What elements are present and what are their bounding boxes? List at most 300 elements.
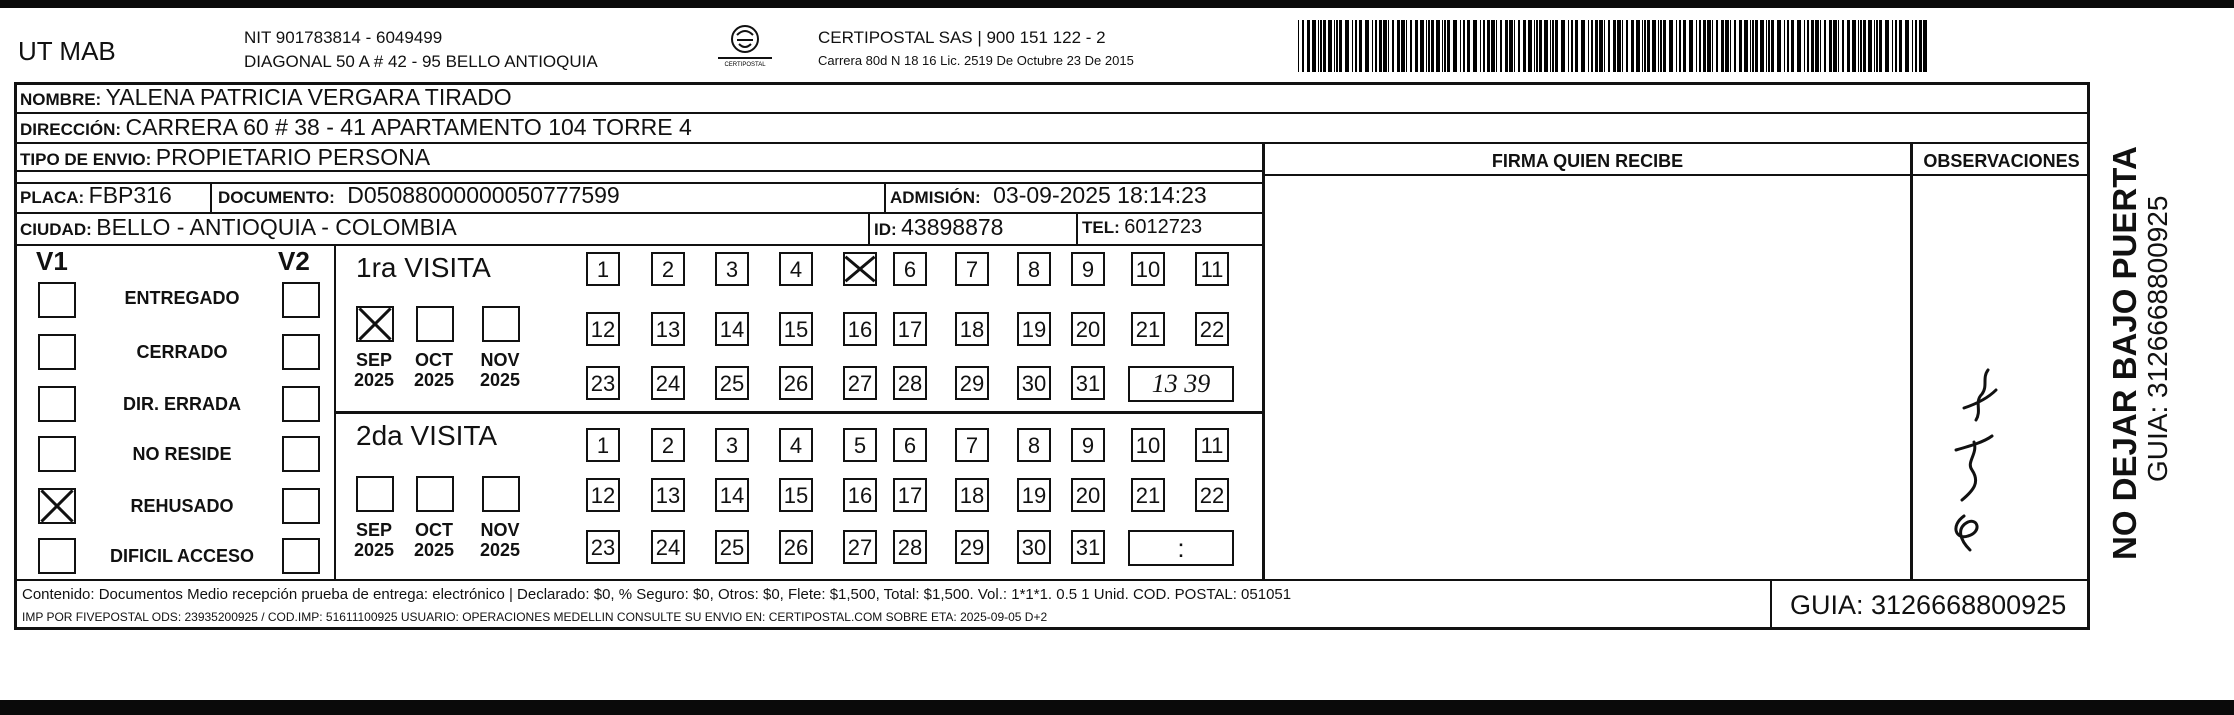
barcode-bar xyxy=(1555,20,1558,72)
barcode-bar xyxy=(1604,20,1605,72)
type-row xyxy=(20,144,430,171)
barcode-bar xyxy=(1791,20,1794,72)
day-box[interactable]: 4 xyxy=(779,252,813,286)
year-label: 2025 xyxy=(353,540,395,560)
day-box[interactable]: 23 xyxy=(586,366,620,400)
barcode-bar xyxy=(1375,20,1377,72)
day-box[interactable]: 16 xyxy=(843,312,877,346)
barcode-bar xyxy=(1345,20,1349,72)
cell-divider xyxy=(1770,581,1772,630)
day-box[interactable]: 12 xyxy=(586,312,620,346)
barcode-bar xyxy=(1766,20,1767,72)
barcode-bar xyxy=(1401,20,1405,72)
barcode-bar xyxy=(1755,20,1758,72)
year-label: 2025 xyxy=(479,370,521,390)
barcode-bar xyxy=(1599,20,1603,72)
bottom-border xyxy=(0,700,2234,715)
barcode-bar xyxy=(1467,20,1470,72)
day-box[interactable]: 2 xyxy=(651,252,685,286)
year-label: 2025 xyxy=(413,540,455,560)
barcode-bar xyxy=(1372,20,1373,72)
barcode-bar xyxy=(1829,20,1832,72)
barcode-bar xyxy=(1307,20,1310,72)
month-checkbox[interactable] xyxy=(356,306,394,342)
document-label: DOCUMENTO: xyxy=(218,188,335,207)
footer-imp: IMP POR FIVEPOSTAL ODS: 23935200925 / COD.IMP: 51611100925 USUARIO: OPERACIONES MEDELLIN CONSULTE SU ENVIO EN: CERTIPOSTAL.COM SOBRE ETA: 2025-09-05 D+2 xyxy=(22,610,1048,624)
day-box[interactable]: 29 xyxy=(955,530,989,564)
barcode-bar xyxy=(1571,20,1573,72)
day-box[interactable]: 29 xyxy=(955,366,989,400)
day-box[interactable]: 16 xyxy=(843,478,877,512)
v1-checkbox[interactable] xyxy=(38,334,76,370)
barcode-bar xyxy=(1483,20,1485,72)
month-checkbox[interactable] xyxy=(482,476,520,512)
barcode-bar xyxy=(1426,20,1427,72)
id-label: ID: xyxy=(874,220,897,239)
day-box[interactable]: 1 xyxy=(586,252,620,286)
company-name: UT MAB xyxy=(18,36,116,66)
carrier-name: CERTIPOSTAL SAS | 900 151 122 - 2 xyxy=(818,28,1106,47)
barcode-bar xyxy=(1320,20,1322,72)
day-box[interactable]: 13 xyxy=(651,478,685,512)
barcode-bar xyxy=(1815,20,1819,72)
barcode-bar xyxy=(1652,20,1656,72)
cell-divider xyxy=(210,182,212,212)
barcode-bar xyxy=(1730,20,1731,72)
barcode-bar xyxy=(1355,20,1357,72)
v1-header: V1 xyxy=(36,246,68,276)
barcode-bar xyxy=(1811,20,1814,72)
barcode-bar xyxy=(1518,20,1520,72)
barcode-bar xyxy=(1707,20,1711,72)
status-label: REHUSADO xyxy=(130,496,234,516)
barcode-bar xyxy=(1771,20,1774,72)
day-box[interactable]: 8 xyxy=(1017,428,1051,462)
id-value: 43898878 xyxy=(901,214,1004,240)
visit-divider xyxy=(334,411,1264,414)
v1-checkbox[interactable] xyxy=(38,386,76,422)
day-box[interactable]: 9 xyxy=(1071,252,1105,286)
day-box[interactable]: 25 xyxy=(715,530,749,564)
barcode-bar xyxy=(1420,20,1424,72)
document-value: D05088000000050777599 xyxy=(347,182,620,208)
city-cell xyxy=(20,214,457,241)
second-visit-time[interactable]: : xyxy=(1128,530,1234,566)
barcode-bar xyxy=(1750,20,1751,72)
barcode-bar xyxy=(1509,20,1513,72)
barcode-bar xyxy=(1768,20,1770,72)
cell-divider xyxy=(884,182,886,212)
barcode-bar xyxy=(1734,20,1736,72)
company-nit: NIT 901783814 - 6049499 xyxy=(244,28,443,47)
month-label: OCT xyxy=(415,520,453,540)
day-box[interactable]: 15 xyxy=(779,312,813,346)
barcode-bar xyxy=(1838,20,1839,72)
month-label: NOV xyxy=(480,520,520,540)
barcode-bar xyxy=(1431,20,1434,72)
year-label: 2025 xyxy=(413,370,455,390)
barcode-bar xyxy=(1752,20,1754,72)
day-box[interactable]: 19 xyxy=(1017,478,1051,512)
day-box[interactable]: 26 xyxy=(779,530,813,564)
barcode-bar xyxy=(1302,20,1304,72)
barcode-bar xyxy=(1591,20,1593,72)
day-box[interactable]: 15 xyxy=(779,478,813,512)
barcode-bar xyxy=(1905,20,1909,72)
type-label: TIPO DE ENVIO: xyxy=(20,150,152,169)
day-box[interactable]: 8 xyxy=(1017,252,1051,286)
barcode-bar xyxy=(1689,20,1693,72)
day-box[interactable] xyxy=(843,252,877,286)
day-box[interactable]: 22 xyxy=(1195,312,1229,346)
barcode-bar xyxy=(1328,20,1332,72)
barcode-bar xyxy=(1644,20,1646,72)
year-label: 2025 xyxy=(353,370,395,390)
second-visit-title: 2da VISITA xyxy=(356,420,498,451)
barcode-bar xyxy=(1660,20,1662,72)
barcode-bar xyxy=(1406,20,1407,72)
barcode-bar xyxy=(1744,20,1748,72)
barcode-bar xyxy=(1298,20,1299,72)
day-box[interactable]: 28 xyxy=(893,366,927,400)
barcode-bar xyxy=(1879,20,1882,72)
barcode-bar xyxy=(1496,20,1497,72)
plate-value: FBP316 xyxy=(88,182,172,208)
address-row xyxy=(20,114,692,141)
day-box[interactable]: 6 xyxy=(893,252,927,286)
barcode-bar xyxy=(1899,20,1902,72)
barcode-bar xyxy=(1760,20,1764,72)
cell-divider xyxy=(868,212,870,244)
v1-checkbox[interactable] xyxy=(38,282,76,318)
day-box[interactable]: 17 xyxy=(893,312,927,346)
month-checkbox[interactable] xyxy=(356,476,394,512)
address-label: DIRECCIÓN: xyxy=(20,120,122,139)
barcode-bar xyxy=(1669,20,1673,72)
row-divider xyxy=(1262,174,2090,176)
day-box[interactable]: 10 xyxy=(1131,428,1165,462)
top-border xyxy=(0,0,2234,8)
barcode-bar xyxy=(1820,20,1821,72)
day-box[interactable]: 19 xyxy=(1017,312,1051,346)
barcode-bar xyxy=(1487,20,1490,72)
barcode-bar xyxy=(1575,20,1578,72)
month-checkbox[interactable] xyxy=(482,306,520,342)
certipostal-logo xyxy=(710,22,780,68)
v2-checkbox[interactable] xyxy=(282,386,320,422)
barcode-bar xyxy=(1721,20,1724,72)
barcode-bar xyxy=(1436,20,1440,72)
barcode-bar xyxy=(1852,20,1856,72)
barcode-bar xyxy=(1784,20,1785,72)
barcode-bar xyxy=(1804,20,1805,72)
barcode-bar xyxy=(1523,20,1526,72)
observations-header: OBSERVACIONES xyxy=(1923,151,2080,171)
v2-checkbox[interactable] xyxy=(282,436,320,472)
status-label: NO RESIDE xyxy=(132,444,232,464)
city-value: BELLO - ANTIOQUIA - COLOMBIA xyxy=(96,214,457,240)
barcode-bar xyxy=(1858,20,1859,72)
barcode-bar xyxy=(1885,20,1889,72)
barcode-bar xyxy=(1636,20,1640,72)
barcode-bar xyxy=(1460,20,1461,72)
barcode-bar xyxy=(1716,20,1718,72)
v2-checkbox[interactable] xyxy=(282,282,320,318)
barcode-bar xyxy=(1334,20,1335,72)
day-box[interactable]: 20 xyxy=(1071,478,1105,512)
barcode-bar xyxy=(1568,20,1569,72)
barcode-bar xyxy=(1500,20,1502,72)
barcode-bar xyxy=(1491,20,1495,72)
day-box[interactable]: 31 xyxy=(1071,366,1105,400)
type-value: PROPIETARIO PERSONA xyxy=(155,144,431,170)
day-box[interactable]: 25 xyxy=(715,366,749,400)
barcode-bar xyxy=(1336,20,1338,72)
barcode-bar xyxy=(1912,20,1913,72)
tel-cell xyxy=(1082,216,1202,239)
row-divider xyxy=(14,579,2090,581)
day-box[interactable]: 12 xyxy=(586,478,620,512)
barcode-bar xyxy=(1703,20,1706,72)
v1-checkbox[interactable] xyxy=(38,436,76,472)
barcode-bar xyxy=(1833,20,1837,72)
status-label: DIR. ERRADA xyxy=(122,394,241,414)
barcode-bar xyxy=(1622,20,1623,72)
status-label: CERRADO xyxy=(136,342,228,362)
id-cell xyxy=(874,214,1003,241)
v1-checkbox[interactable] xyxy=(38,488,76,524)
barcode-bar xyxy=(1442,20,1443,72)
cell-divider xyxy=(1076,212,1078,244)
barcode-bar xyxy=(1658,20,1659,72)
name-row xyxy=(20,84,512,111)
barcode-bar xyxy=(1824,20,1826,72)
barcode-bar xyxy=(1876,20,1878,72)
barcode-bar xyxy=(1696,20,1697,72)
barcode-bar xyxy=(1915,20,1917,72)
barcode-bar xyxy=(1447,20,1450,72)
day-box[interactable]: 22 xyxy=(1195,478,1229,512)
admission-label: ADMISIÓN: xyxy=(890,188,981,207)
barcode-bar xyxy=(1777,20,1781,72)
day-box[interactable]: 14 xyxy=(715,478,749,512)
barcode-bar xyxy=(1847,20,1850,72)
first-visit-title: 1ra VISITA xyxy=(356,252,491,283)
tel-label: TEL: xyxy=(1082,218,1120,237)
day-box[interactable]: 4 xyxy=(779,428,813,462)
barcode-bar xyxy=(1699,20,1701,72)
barcode-bar xyxy=(1312,20,1316,72)
day-box[interactable]: 24 xyxy=(651,366,685,400)
barcode-bar xyxy=(1797,20,1801,72)
barcode-bar xyxy=(1874,20,1875,72)
day-box[interactable]: 11 xyxy=(1195,252,1229,286)
barcode xyxy=(1298,20,1930,72)
day-box[interactable]: 5 xyxy=(843,428,877,462)
v2-checkbox[interactable] xyxy=(282,538,320,574)
day-box[interactable]: 7 xyxy=(955,252,989,286)
barcode-bar xyxy=(1473,20,1477,72)
barcode-bar xyxy=(1892,20,1893,72)
day-box[interactable]: 21 xyxy=(1131,312,1165,346)
status-label: ENTREGADO xyxy=(124,288,240,308)
day-box[interactable]: 1 xyxy=(586,428,620,462)
barcode-bar xyxy=(1642,20,1643,72)
day-box[interactable]: 2 xyxy=(651,428,685,462)
barcode-bar xyxy=(1807,20,1809,72)
barcode-bar xyxy=(1581,20,1585,72)
barcode-bar xyxy=(1323,20,1326,72)
status-label: DIFICIL ACCESO xyxy=(109,546,254,566)
barcode-bar xyxy=(1379,20,1382,72)
day-box[interactable]: 6 xyxy=(893,428,927,462)
first-visit-time[interactable]: 13 39 xyxy=(1128,366,1234,402)
day-box[interactable]: 11 xyxy=(1195,428,1229,462)
name-label: NOMBRE: xyxy=(20,90,102,109)
barcode-bar xyxy=(1552,20,1554,72)
barcode-bar xyxy=(1359,20,1362,72)
month-label: NOV xyxy=(480,350,520,370)
col-divider xyxy=(1910,144,1913,579)
barcode-bar xyxy=(1388,20,1389,72)
tel-value: 6012723 xyxy=(1124,216,1203,238)
barcode-bar xyxy=(1561,20,1565,72)
day-box[interactable]: 20 xyxy=(1071,312,1105,346)
barcode-bar xyxy=(1647,20,1650,72)
day-box[interactable]: 27 xyxy=(843,366,877,400)
day-box[interactable]: 14 xyxy=(715,312,749,346)
barcode-bar xyxy=(1626,20,1628,72)
barcode-bar xyxy=(1505,20,1508,72)
v2-checkbox[interactable] xyxy=(282,488,320,524)
barcode-bar xyxy=(1617,20,1621,72)
barcode-bar xyxy=(1528,20,1532,72)
barcode-bar xyxy=(1410,20,1412,72)
month-label: SEP xyxy=(355,350,393,370)
barcode-bar xyxy=(1550,20,1551,72)
barcode-bar xyxy=(1613,20,1616,72)
barcode-bar xyxy=(1860,20,1862,72)
barcode-bar xyxy=(1842,20,1844,72)
day-box[interactable]: 30 xyxy=(1017,366,1051,400)
barcode-bar xyxy=(1923,20,1927,72)
barcode-bar xyxy=(1514,20,1515,72)
row-divider xyxy=(14,244,1264,246)
day-box[interactable]: 26 xyxy=(779,366,813,400)
barcode-bar xyxy=(1397,20,1400,72)
recipient-signature xyxy=(1930,350,2010,560)
month-checkbox[interactable] xyxy=(416,306,454,342)
barcode-bar xyxy=(1595,20,1598,72)
carrier-license: Carrera 80d N 18 16 Lic. 2519 De Octubre 23 De 2015 xyxy=(818,53,1134,68)
day-box[interactable]: 18 xyxy=(955,478,989,512)
document-cell xyxy=(218,182,620,209)
signature-header: FIRMA QUIEN RECIBE xyxy=(1491,151,1684,171)
barcode-bar xyxy=(1352,20,1353,72)
barcode-bar xyxy=(1787,20,1789,72)
barcode-bar xyxy=(1463,20,1465,72)
day-box[interactable]: 23 xyxy=(586,530,620,564)
day-box[interactable]: 31 xyxy=(1071,530,1105,564)
barcode-bar xyxy=(1739,20,1742,72)
footer-guia: GUIA: 3126668800925 xyxy=(1790,590,2067,620)
day-box[interactable]: 27 xyxy=(843,530,877,564)
logo-text: CERTIPOSTAL xyxy=(724,62,766,68)
day-box[interactable]: 7 xyxy=(955,428,989,462)
col-divider xyxy=(1262,144,1265,579)
side-guia: GUIA: 3126668800925 xyxy=(2142,195,2173,482)
barcode-bar xyxy=(1725,20,1729,72)
barcode-bar xyxy=(1588,20,1589,72)
barcode-bar xyxy=(1444,20,1446,72)
barcode-bar xyxy=(1383,20,1387,72)
admission-cell xyxy=(890,182,1207,209)
barcode-bar xyxy=(1608,20,1610,72)
plate-label: PLACA: xyxy=(20,188,85,207)
barcode-bar xyxy=(1534,20,1535,72)
day-box[interactable]: 3 xyxy=(715,252,749,286)
day-box[interactable]: 3 xyxy=(715,428,749,462)
v2-checkbox[interactable] xyxy=(282,334,320,370)
barcode-bar xyxy=(1663,20,1666,72)
barcode-bar xyxy=(1631,20,1634,72)
day-box[interactable]: 21 xyxy=(1131,478,1165,512)
day-box[interactable]: 13 xyxy=(651,312,685,346)
admission-value: 03-09-2025 18:14:23 xyxy=(993,182,1207,208)
barcode-bar xyxy=(1683,20,1686,72)
company-address: DIAGONAL 50 A # 42 - 95 BELLO ANTIOQUIA xyxy=(244,52,598,71)
barcode-bar xyxy=(1712,20,1713,72)
day-box[interactable]: 9 xyxy=(1071,428,1105,462)
day-box[interactable]: 18 xyxy=(955,312,989,346)
barcode-bar xyxy=(1868,20,1872,72)
day-box[interactable]: 10 xyxy=(1131,252,1165,286)
plate-cell xyxy=(20,182,172,209)
month-label: SEP xyxy=(355,520,393,540)
barcode-bar xyxy=(1339,20,1342,72)
barcode-bar xyxy=(1453,20,1457,72)
barcode-bar xyxy=(1365,20,1369,72)
barcode-bar xyxy=(1919,20,1922,72)
barcode-bar xyxy=(1536,20,1538,72)
barcode-bar xyxy=(1679,20,1681,72)
month-checkbox[interactable] xyxy=(416,476,454,512)
barcode-bar xyxy=(1544,20,1548,72)
side-warning: NO DEJAR BAJO PUERTA xyxy=(2106,146,2143,560)
v1-checkbox[interactable] xyxy=(38,538,76,574)
address-value: CARRERA 60 # 38 - 41 APARTAMENTO 104 TORRE 4 xyxy=(125,114,692,140)
barcode-bar xyxy=(1415,20,1418,72)
year-label: 2025 xyxy=(479,540,521,560)
barcode-bar xyxy=(1392,20,1394,72)
day-box[interactable]: 30 xyxy=(1017,530,1051,564)
barcode-bar xyxy=(1895,20,1897,72)
day-box[interactable]: 17 xyxy=(893,478,927,512)
barcode-bar xyxy=(1676,20,1677,72)
barcode-bar xyxy=(1428,20,1430,72)
month-label: OCT xyxy=(415,350,453,370)
v2-header: V2 xyxy=(278,246,310,276)
barcode-bar xyxy=(1318,20,1319,72)
footer-content: Contenido: Documentos Medio recepción prueba de entrega: electrónico | Declarado: $0, % Seguro: $0, Otros: $0, Flete: $1,500, Total: $1,500. Vol.: 1*1*1. 0.5 1 Unid. COD. POSTAL: 051051 xyxy=(22,586,1292,603)
barcode-bar xyxy=(1863,20,1866,72)
name-value: YALENA PATRICIA VERGARA TIRADO xyxy=(105,84,512,110)
day-box[interactable]: 28 xyxy=(893,530,927,564)
day-box[interactable]: 24 xyxy=(651,530,685,564)
city-label: CIUDAD: xyxy=(20,220,92,239)
barcode-bar xyxy=(1480,20,1481,72)
barcode-bar xyxy=(1539,20,1542,72)
